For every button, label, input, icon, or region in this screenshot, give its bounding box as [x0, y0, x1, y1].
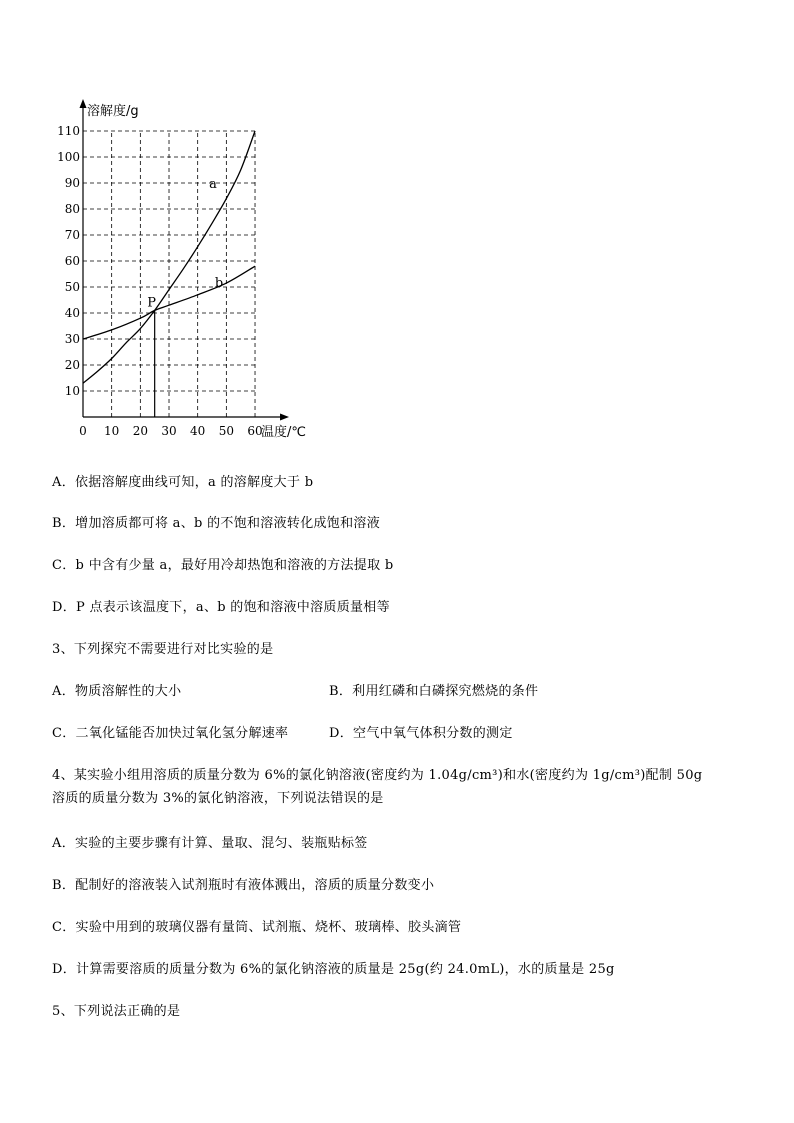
y-tick-label: 30: [64, 332, 80, 346]
q2-option-b: B．增加溶质都可将 a、b 的不饱和溶液转化成饱和溶液: [52, 516, 380, 531]
q2-option-a: A．依据溶解度曲线可知，a 的溶解度大于 b: [52, 475, 314, 490]
q4-stem-line2: 溶质的质量分数为 3%的氯化钠溶液，下列说法错误的是: [52, 791, 384, 806]
q3-option-d: D．空气中氧气体积分数的测定: [329, 726, 513, 741]
x-axis-title: 温度/℃: [261, 425, 307, 440]
q3-option-a: A．物质溶解性的大小: [52, 684, 182, 699]
y-tick-label: 80: [64, 202, 80, 216]
q4-option-d: D．计算需要溶质的质量分数为 6%的氯化钠溶液的质量是 25g(约 24.0mL)，水的质量是 25g: [52, 962, 615, 977]
x-tick-label: 0: [79, 424, 87, 438]
y-tick-label: 60: [64, 254, 80, 268]
y-tick-label: 100: [57, 150, 80, 164]
y-tick-label: 20: [64, 358, 80, 372]
q4-option-a: A．实验的主要步骤有计算、量取、混匀、装瓶贴标签: [52, 836, 368, 851]
annotation-p: P: [147, 295, 156, 311]
q4-option-c: C．实验中用到的玻璃仪器有量筒、试剂瓶、烧杯、玻璃棒、胶头滴管: [52, 920, 462, 935]
y-tick-label: 110: [57, 124, 80, 138]
solubility-chart-svg: [40, 95, 340, 445]
q5-stem: 5、下列说法正确的是: [52, 1004, 181, 1019]
x-tick-label: 50: [218, 424, 234, 438]
x-tick-label: 40: [190, 424, 206, 438]
y-axis-title: 溶解度/g: [87, 104, 139, 119]
q4-stem-line1: 4、某实验小组用溶质的质量分数为 6%的氯化钠溶液(密度约为 1.04g/cm³)和水(密度约为 1g/cm³)配制 50g: [52, 768, 703, 783]
q2-option-c: C．b 中含有少量 a，最好用冷却热饱和溶液的方法提取 b: [52, 558, 394, 573]
x-tick-label: 30: [161, 424, 177, 438]
y-tick-label: 90: [64, 176, 80, 190]
y-tick-label: 10: [64, 384, 80, 398]
annotation-b: b: [214, 276, 224, 291]
solubility-chart: [40, 95, 340, 445]
q3-option-c: C．二氧化锰能否加快过氧化氢分解速率: [52, 726, 289, 741]
q4-option-b: B．配制好的溶液装入试剂瓶时有液体溅出，溶质的质量分数变小: [52, 878, 435, 893]
q3-option-b: B．利用红磷和白磷探究燃烧的条件: [329, 684, 539, 699]
q3-stem: 3、下列探究不需要进行对比实验的是: [52, 642, 274, 657]
annotation-a: a: [209, 177, 217, 193]
x-tick-label: 10: [104, 424, 120, 438]
x-tick-label: 20: [132, 424, 148, 438]
y-tick-label: 70: [64, 228, 80, 242]
q2-option-d: D．P 点表示该温度下，a、b 的饱和溶液中溶质质量相等: [52, 600, 390, 615]
y-axis-arrow: [80, 99, 87, 108]
y-tick-label: 50: [64, 280, 80, 294]
x-tick-label: 60: [247, 424, 263, 438]
x-axis-arrow: [280, 414, 289, 421]
y-tick-label: 40: [64, 306, 80, 320]
